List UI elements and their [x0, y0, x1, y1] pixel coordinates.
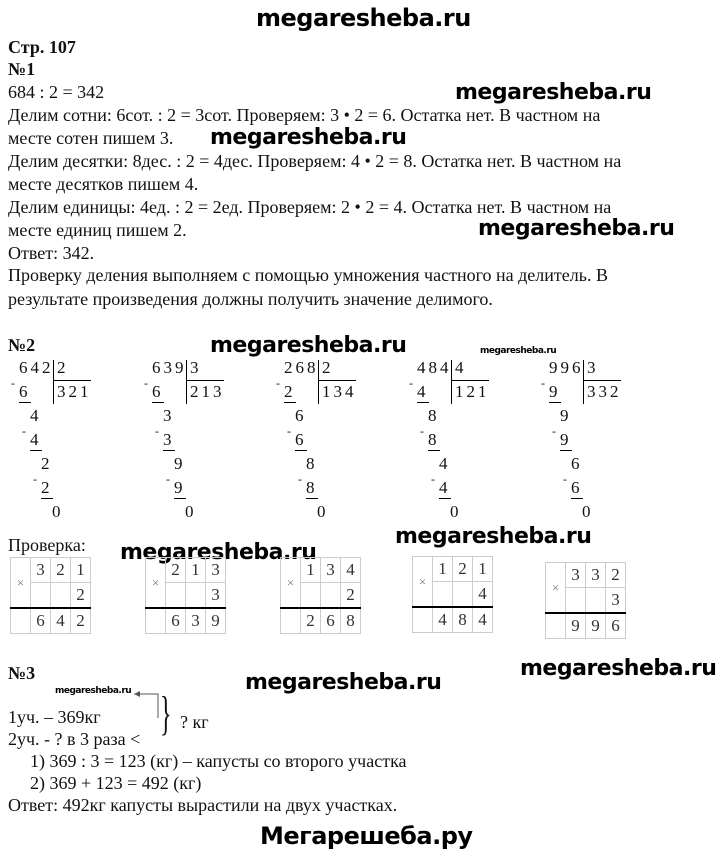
task1-line: месте единиц пишем 2. [8, 220, 187, 240]
watermark: megaresheba.ru [55, 686, 132, 696]
check-digit: 2 [71, 583, 91, 609]
watermark: megaresheba.ru [480, 346, 557, 356]
division-step: 2 [41, 454, 53, 473]
check-digit: 2 [166, 558, 186, 583]
multiply-sign: × [11, 558, 31, 609]
watermark: megaresheba.ru [210, 125, 407, 150]
division-step: 9 [174, 454, 186, 473]
dividend: 484 [417, 358, 452, 377]
check-digit: 1 [433, 557, 453, 582]
division-step: 8 [306, 478, 318, 497]
task1-line: месте десятков пишем 4. [8, 174, 199, 194]
check-digit: 9 [586, 613, 606, 639]
task1-line: результате произведения должны получить значение делимого. [8, 289, 493, 309]
long-division [409, 358, 523, 533]
check-digit: 9 [566, 613, 586, 639]
check-digit: 3 [566, 563, 586, 588]
page-label: Стр. 107 [8, 37, 76, 57]
quotient: 332 [587, 382, 622, 401]
divisor: 2 [57, 358, 69, 377]
long-division [144, 358, 258, 533]
division-step: 4 [30, 430, 42, 449]
division-step: 8 [428, 430, 440, 449]
check-digit: 3 [186, 608, 206, 634]
multiply-sign: × [413, 557, 433, 608]
minus-sign: - [11, 376, 18, 390]
task3-line2: 2уч. - ? в 3 раза < [8, 729, 141, 749]
multiplication-check [545, 562, 626, 639]
multiplication-check [412, 556, 493, 633]
brace-icon: } [160, 687, 172, 740]
task1-line: Делим сотни: 6сот. : 2 = 3сот. Проверяем: 3 • 2 = 6. Остатка нет. В частном на [8, 105, 601, 125]
division-step: 9 [560, 406, 572, 425]
task1-line: месте сотен пишем 3. [8, 128, 174, 148]
check-digit: 3 [206, 558, 226, 583]
quotient: 134 [322, 382, 357, 401]
check-digit: 6 [166, 608, 186, 634]
division-step: 9 [549, 382, 561, 401]
division-step: 9 [174, 478, 186, 497]
check-digit: 3 [586, 563, 606, 588]
division-step: 0 [450, 502, 462, 521]
watermark: megaresheba.ru [395, 524, 592, 549]
check-digit: 4 [433, 607, 453, 633]
division-step: 2 [284, 382, 296, 401]
brace-label: ? кг [180, 712, 209, 732]
check-digit: 4 [51, 608, 71, 634]
check-digit: 8 [341, 608, 361, 634]
check-digit: 1 [473, 557, 493, 582]
check-digit: 9 [206, 608, 226, 634]
task1-line: Проверку деления выполняем с помощью умножения частного на делитель. В [8, 265, 608, 285]
division-step: 6 [295, 430, 307, 449]
task3-title: №3 [8, 663, 36, 683]
task3-step1: 1) 369 : 3 = 123 (кг) – капусты со второго участка [30, 751, 407, 771]
minus-sign: - [144, 376, 151, 390]
multiplication-check [10, 557, 91, 634]
watermark: megaresheba.ru [478, 216, 675, 241]
check-digit: 2 [71, 608, 91, 634]
division-step: 3 [163, 430, 175, 449]
minus-sign: - [552, 424, 559, 438]
multiply-sign: × [546, 563, 566, 614]
footer-site[interactable]: Мегарешеба.ру [260, 822, 473, 850]
long-division [11, 358, 125, 533]
division-step: 0 [317, 502, 329, 521]
watermark: megaresheba.ru [245, 670, 442, 695]
divisor: 4 [455, 358, 467, 377]
dividend: 268 [284, 358, 319, 377]
long-division [276, 358, 390, 533]
task1-line: Делим десятки: 8дес. : 2 = 4дес. Проверяем: 4 • 2 = 8. Остатка нет. В частном на [8, 151, 622, 171]
division-step: 0 [52, 502, 64, 521]
division-step: 4 [30, 406, 42, 425]
task1-line: Делим единицы: 4ед. : 2 = 2ед. Проверяем: 2 • 2 = 4. Остатка нет. В частном на [8, 197, 612, 217]
division-step: 0 [185, 502, 197, 521]
division-step: 4 [439, 454, 451, 473]
check-label: Проверка: [8, 535, 86, 555]
check-digit: 3 [206, 583, 226, 609]
minus-sign: - [33, 472, 40, 486]
watermark: megaresheba.ru [520, 656, 717, 681]
minus-sign: - [541, 376, 548, 390]
division-step: 6 [295, 406, 307, 425]
minus-sign: - [563, 472, 570, 486]
check-digit: 2 [51, 558, 71, 583]
dividend: 642 [19, 358, 54, 377]
check-digit: 2 [606, 563, 626, 588]
division-step: 2 [41, 478, 53, 497]
watermark: megaresheba.ru [210, 333, 407, 358]
task3-line1: 1уч. – 369кг [8, 707, 101, 727]
header-site[interactable]: megaresheba.ru [256, 4, 471, 32]
division-step: 3 [163, 406, 175, 425]
task2-title: №2 [8, 335, 36, 355]
task1-line: Ответ: 342. [8, 243, 95, 263]
check-digit: 6 [321, 608, 341, 634]
check-digit: 2 [453, 557, 473, 582]
minus-sign: - [431, 472, 438, 486]
multiply-sign: × [281, 558, 301, 609]
minus-sign: - [22, 424, 29, 438]
dividend: 996 [549, 358, 584, 377]
division-step: 4 [417, 382, 429, 401]
divisor: 3 [190, 358, 202, 377]
division-step: 6 [19, 382, 31, 401]
minus-sign: - [276, 376, 283, 390]
task3-step2: 2) 369 + 123 = 492 (кг) [30, 773, 202, 793]
check-digit: 3 [606, 588, 626, 614]
division-step: 6 [571, 454, 583, 473]
quotient: 321 [57, 382, 92, 401]
division-step: 9 [560, 430, 572, 449]
division-step: 8 [306, 454, 318, 473]
minus-sign: - [409, 376, 416, 390]
check-digit: 1 [71, 558, 91, 583]
check-digit: 4 [473, 582, 493, 608]
long-division [541, 358, 655, 533]
watermark: megaresheba.ru [120, 540, 317, 565]
minus-sign: - [420, 424, 427, 438]
task3-answer: Ответ: 492кг капусты вырастили на двух участках. [8, 795, 398, 815]
check-digit: 1 [301, 558, 321, 583]
division-step: 6 [152, 382, 164, 401]
check-digit: 6 [606, 613, 626, 639]
divisor: 2 [322, 358, 334, 377]
check-digit: 4 [341, 558, 361, 583]
check-digit: 2 [341, 583, 361, 609]
check-digit: 2 [301, 608, 321, 634]
check-digit: 3 [321, 558, 341, 583]
multiply-sign: × [146, 558, 166, 609]
dividend: 639 [152, 358, 187, 377]
check-digit: 1 [186, 558, 206, 583]
watermark: megaresheba.ru [455, 80, 652, 105]
quotient: 121 [455, 382, 490, 401]
task1-line: 684 : 2 = 342 [8, 82, 105, 102]
check-digit: 6 [31, 608, 51, 634]
minus-sign: - [166, 472, 173, 486]
minus-sign: - [287, 424, 294, 438]
multiplication-check [145, 557, 226, 634]
check-digit: 8 [453, 607, 473, 633]
division-step: 6 [571, 478, 583, 497]
division-step: 0 [582, 502, 594, 521]
check-digit: 3 [31, 558, 51, 583]
division-step: 4 [439, 478, 451, 497]
division-step: 8 [428, 406, 440, 425]
task1-title: №1 [8, 59, 36, 79]
check-digit: 4 [473, 607, 493, 633]
minus-sign: - [155, 424, 162, 438]
multiplication-check [280, 557, 361, 634]
minus-sign: - [298, 472, 305, 486]
divisor: 3 [587, 358, 599, 377]
quotient: 213 [190, 382, 225, 401]
